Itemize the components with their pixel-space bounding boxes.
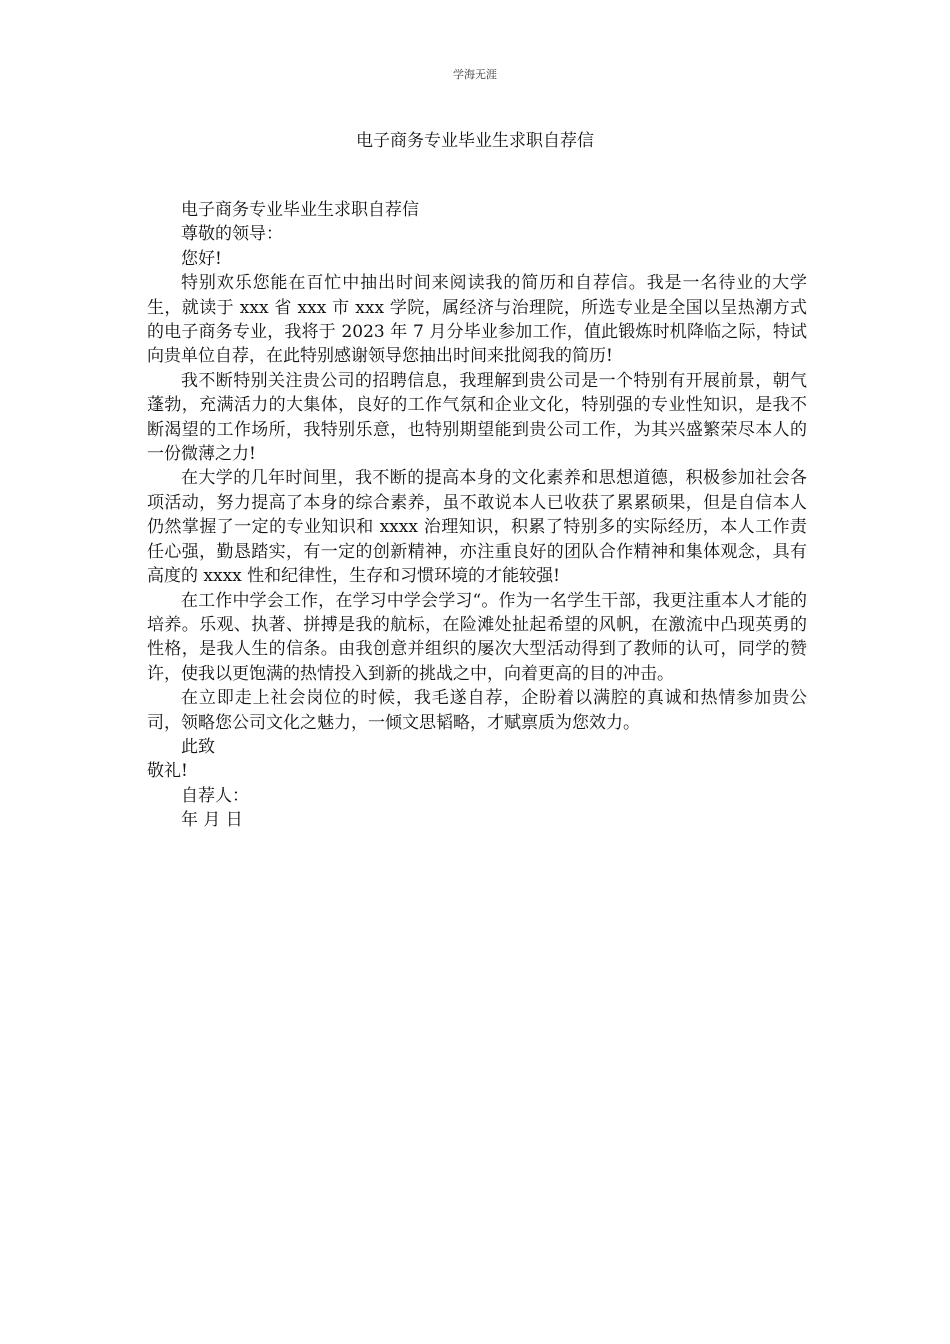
paragraph: 在大学的几年时间里，我不断的提高本身的文化素养和思想道德，积极参加社会各项活动，努力提高了本身的综合素养，虽不敢说本人已收获了累累硕果，但是自信本人仍然掌握了一定的专业知识和 xxxx 治理知识，积累了特别多的实际经历，本人工作责任心强，勤恳踏实，有一定的创新精神，亦注重良好的团队合作精神和集体观念，具有高度的 xxxx 性和纪律性，生存和习惯环境的才能较强! (147, 468, 807, 587)
greeting: 您好! (181, 248, 222, 269)
date-line: 年 月 日 (181, 810, 243, 831)
paragraph: 在立即走上社会岗位的时候，我毛遂自荐，企盼着以满腔的真诚和热情参加贵公司，领略您公司文化之魅力，一倾文思韬略，才赋禀质为您效力。 (147, 688, 807, 733)
paragraph: 特别欢乐您能在百忙中抽出时间来阅读我的简历和自荐信。我是一名待业的大学生，就读于 xxx 省 xxx 市 xxx 学院，属经济与治理院，所选专业是全国以呈热潮方式的电子商务专业，我将于 2023 年 7 月分毕业参加工作，值此锻炼时机降临之际，特试向贵单位自荐，在此特别感谢领导您抽出时间来批阅我的简历! (147, 273, 807, 367)
regards: 敬礼! (147, 761, 188, 782)
paragraph: 我不断特别关注贵公司的招聘信息，我理解到贵公司是一个特别有开展前景，朝气蓬勃，充满活力的大集体，良好的工作气氛和企业文化，特别强的专业性知识，是我不断渴望的工作场所，我特别乐意，也特别期望能到贵公司工作，为其兴盛繁荣尽本人的一份微薄之力! (147, 370, 807, 465)
salutation: 尊敬的领导： (181, 224, 283, 245)
page-header: 学海无涯 (453, 68, 497, 81)
closing: 此致 (181, 736, 215, 757)
document-title: 电子商务专业毕业生求职自荐信 (356, 131, 594, 151)
letter-subtitle: 电子商务专业毕业生求职自荐信 (181, 200, 419, 220)
letter-body (147, 198, 807, 833)
paragraph: 在工作中学会工作，在学习中学会学习“。作为一名学生干部，我更注重本人才能的培养。乐观、执著、拼搏是我的航标，在险滩处扯起希望的风帆，在激流中凸现英勇的性格，是我人生的信条。由我创意并组织的屡次大型活动得到了教师的认可，同学的赞许，使我以更饱满的热情投入到新的挑战之中，向着更高的目的冲击。 (147, 590, 807, 684)
signature-label: 自荐人： (181, 785, 249, 806)
